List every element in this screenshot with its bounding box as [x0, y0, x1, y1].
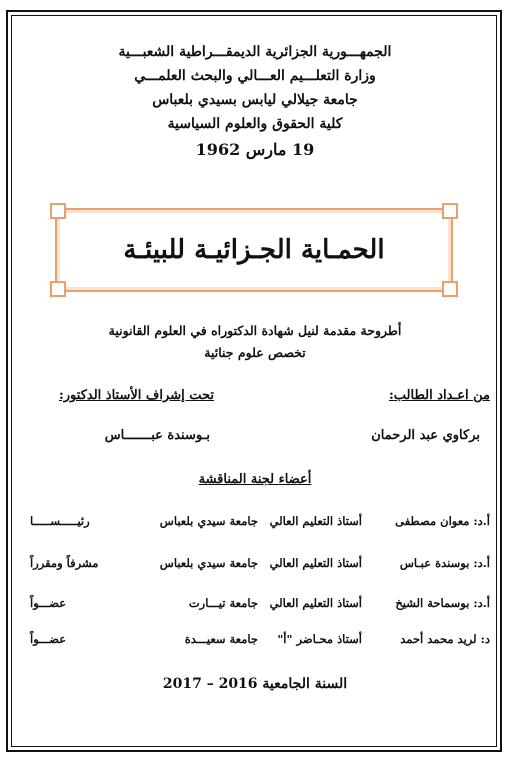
member-name: أ.د: بوسندة عبـاس	[399, 556, 490, 570]
member-role: عضـــواً	[30, 596, 67, 610]
corner-ornament	[50, 281, 66, 297]
member-university: جامعة سعيـــدة	[184, 632, 258, 646]
table-row	[30, 556, 490, 578]
corner-ornament	[50, 203, 66, 219]
table-row	[30, 514, 490, 536]
committee-title: أعضاء لجنة المناقشة	[198, 472, 312, 487]
member-rank: أستاذ محـاضر "أ"	[277, 632, 362, 646]
member-university: جامعة تيـــارت	[188, 596, 258, 610]
member-role: مشرفاً ومقرراً	[30, 556, 99, 570]
member-university: جامعة سيدي بلعباس	[159, 514, 258, 528]
member-role: عضـــواً	[30, 632, 67, 646]
title-box	[55, 208, 453, 292]
faculty-line: كلية الحقوق والعلوم السياسية	[167, 116, 343, 132]
supervisor-name: بـوسندة عبـــــــاس	[104, 428, 210, 443]
member-rank: أستاذ التعليم العالي	[269, 596, 362, 610]
table-row	[30, 596, 490, 618]
header	[0, 40, 510, 162]
member-rank: أستاذ التعليم العالي	[269, 514, 362, 528]
thesis-title: الحمـاية الجـزائيـة للبيئـة	[123, 235, 385, 265]
supervisor-label: تحت إشراف الأستاذ الدكتور:	[58, 388, 214, 403]
thesis-line-2: تخصص علوم جنائية	[204, 345, 306, 360]
university-line: جامعة جيلالي ليابس بسيدي بلعباس	[152, 92, 358, 108]
student-label: من اعـداد الطالب:	[388, 388, 490, 403]
student-name: بركاوي عبد الرحمان	[371, 428, 480, 443]
corner-ornament	[442, 281, 458, 297]
member-name: د: لريد محمد أحمد	[400, 632, 490, 646]
member-role: رئيـــــســـــا	[30, 514, 90, 528]
table-row	[30, 632, 490, 654]
member-rank: أستاذ التعليم العالي	[269, 556, 362, 570]
date-line: 19 مارس 1962	[195, 140, 315, 159]
thesis-line-1: أطروحة مقدمة لنيل شهادة الدكتوراه في العلوم القانونية	[108, 323, 402, 338]
republic-line: الجمهـــورية الجزائرية الديمقـــراطية الشعبـــية	[118, 44, 392, 60]
member-name: أ.د: بوسماحة الشيخ	[395, 596, 490, 610]
corner-ornament	[442, 203, 458, 219]
academic-year: السنة الجامعية 2016 – 2017	[162, 676, 348, 692]
member-university: جامعة سيدي بلعباس	[159, 556, 258, 570]
thesis-description	[0, 320, 510, 364]
ministry-line: وزارة التعلـــيم العـــالي والبحث العلمـــي	[134, 68, 376, 84]
member-name: أ.د: معوان مصطفى	[395, 514, 490, 528]
